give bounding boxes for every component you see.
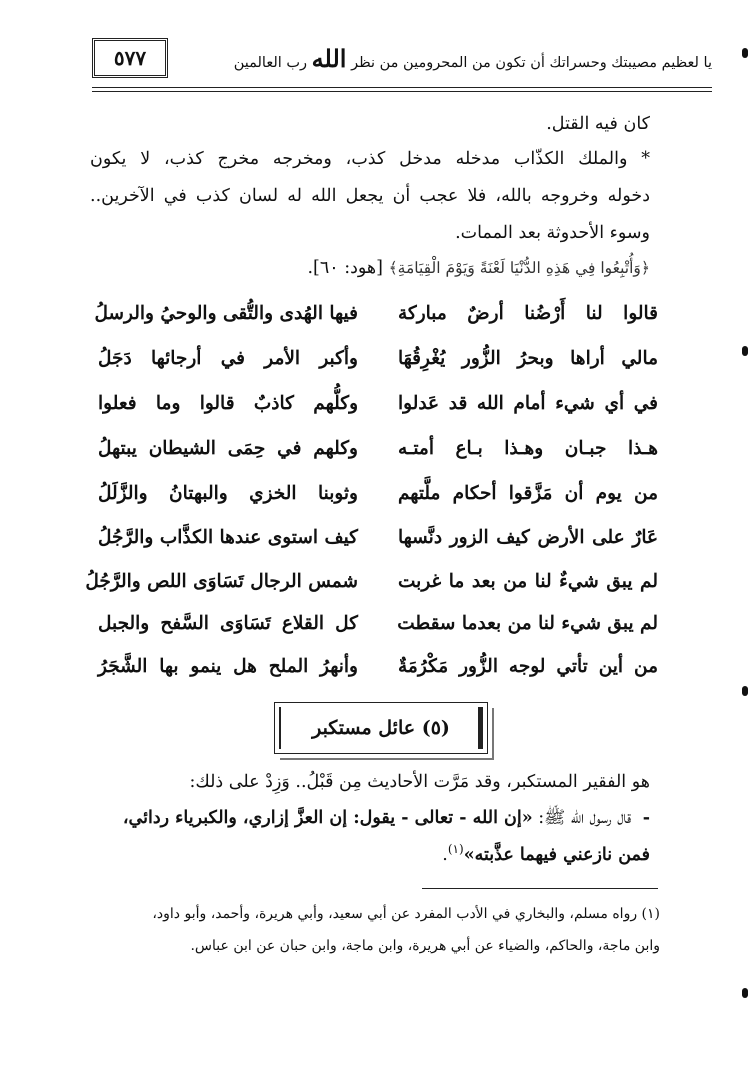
poem-hemistich-second: كل القلاع تَسَاوَى السَّفح والجبل bbox=[98, 613, 358, 634]
section-title-bar-right bbox=[478, 707, 483, 749]
running-title bbox=[172, 44, 712, 73]
hadith-intro: قال رسول الله ﷺ: bbox=[538, 808, 632, 828]
running-title-after: رب العالمين bbox=[233, 55, 308, 71]
poem-hemistich-first: هـذا جبـان وهـذا بـاع أمتـه bbox=[398, 438, 658, 459]
section-title-bar-left bbox=[279, 707, 281, 749]
poem-hemistich-second: وأنهرُ الملح هل ينمو بها الشَّجَرُ bbox=[98, 656, 358, 677]
poem-hemistich-first: من يوم أن مَزَّقوا أحكام ملَّتهم bbox=[398, 483, 658, 504]
section-title: (٥) عائل مستكبر bbox=[312, 717, 450, 739]
poem-hemistich-second: وكلُّهم كاذبٌ قالوا وما فعلوا bbox=[98, 393, 358, 414]
poem-hemistich-second: كيف استوى عندها الكذَّاب والرَّجُلُ bbox=[98, 527, 358, 548]
section-line-1: هو الفقير المستكبر، وقد مَرَّت الأحاديث مِن قَبْلُ.. وَزِدْ على ذلك: bbox=[189, 772, 650, 792]
footnote-line-2: وابن ماجة، والحاكم، والضياء عن أبي هريرة، وابن ماجة، وابن حبان عن ابن عباس. bbox=[190, 938, 660, 954]
poem-verse bbox=[98, 656, 658, 692]
page-header bbox=[92, 30, 712, 88]
poem-hemistich-first: عَارٌ على الأرض كيف الزور دنَّسها bbox=[398, 527, 658, 548]
hadith-line-2 bbox=[90, 842, 650, 866]
poem-verse bbox=[98, 393, 658, 429]
section-title-box bbox=[274, 702, 488, 754]
scan-mark bbox=[742, 988, 748, 998]
poem-verse bbox=[98, 613, 658, 649]
quran-citation-line bbox=[90, 258, 650, 279]
poem-verse bbox=[94, 303, 658, 339]
poem-verse bbox=[98, 527, 658, 563]
poem-hemistich-first: من أين تأتي لوجه الزُّور مَكْرُمَةٌ bbox=[398, 656, 658, 677]
poem-hemistich-first: مالي أراها وبحرُ الزُّور يُغْرِقُهَا bbox=[398, 348, 658, 369]
poem-hemistich-first: في أي شيء أمام الله قد عَدلوا bbox=[398, 393, 658, 414]
footnote-rule bbox=[422, 888, 658, 889]
poem-verse bbox=[85, 571, 658, 607]
hadith-end: . bbox=[442, 844, 448, 865]
poem-hemistich-second: فيها الهُدى والتُّقى والوحيُ والرسلُ bbox=[94, 303, 358, 324]
header-rule-thin bbox=[92, 91, 712, 92]
footnote-marker[interactable]: (١) bbox=[447, 842, 464, 856]
quran-verse: ﴿وَأُتْبِعُوا فِي هَذِهِ الدُّنْيَا لَعْنَةً وَيَوْمَ الْقِيَامَةِ﴾ bbox=[388, 259, 650, 277]
poem-verse bbox=[98, 483, 658, 519]
footnote-line-1: (١) رواه مسلم، والبخاري في الأدب المفرد عن أبي سعيد، وأبي هريرة، وأحمد، وأبو داود، bbox=[152, 906, 660, 922]
header-rule bbox=[92, 87, 712, 88]
hadith-text-2: فمن نازعني فيهما عذَّبته» bbox=[463, 844, 650, 865]
poem-verse bbox=[98, 438, 658, 474]
poem-hemistich-first: لم يبق شيءٌ لنا من بعد ما غربت bbox=[398, 571, 658, 592]
scan-mark bbox=[742, 48, 748, 58]
body-line-3: دخوله وخروجه بالله، فلا عجب أن يجعل الله له لسان كذب في الآخرين.. bbox=[90, 186, 650, 206]
quran-reference: [هود: ٦٠]. bbox=[307, 258, 383, 278]
scan-mark bbox=[742, 346, 748, 356]
poem-hemistich-second: شمس الرجال تَسَاوَى اللص والرَّجُلُ bbox=[85, 571, 358, 592]
running-title-before: يا لعظيم مصيبتك وحسراتك أن تكون من المحرومين من نظر bbox=[351, 55, 712, 71]
poem-verse bbox=[98, 348, 658, 384]
poem-hemistich-second: وأكبر الأمر في أرجائها دَجَلُ bbox=[98, 348, 358, 369]
poem-hemistich-second: وثوبنا الخزي والبهتانُ والزَّلَلُ bbox=[98, 483, 358, 504]
poem-hemistich-first: لم يبق شيء لنا من بعدما سقطت bbox=[397, 613, 658, 634]
running-title-allah: الله bbox=[311, 44, 347, 73]
bullet-marker: - bbox=[642, 808, 650, 828]
body-line-2: * والملك الكذّاب مدخله مدخل كذب، ومخرجه مخرج كذب، لا يكون bbox=[90, 149, 650, 169]
scan-mark bbox=[742, 686, 748, 696]
body-line-4: وسوء الأحدوثة بعد الممات. bbox=[455, 223, 650, 243]
hadith-text-1: «إن الله - تعالى - يقول: إن العزَّ إزاري، والكبرياء ردائي، bbox=[122, 808, 533, 828]
hadith-line-1 bbox=[90, 808, 650, 829]
poem-hemistich-second: وكلهم في حِمَى الشيطان يبتهلُ bbox=[98, 438, 358, 459]
body-line-1: كان فيه القتل. bbox=[546, 114, 650, 134]
poem-hemistich-first: قالوا لنا أَرْضُنا أرضٌ مباركة bbox=[398, 303, 658, 324]
page-number: ٥٧٧ bbox=[92, 38, 168, 78]
